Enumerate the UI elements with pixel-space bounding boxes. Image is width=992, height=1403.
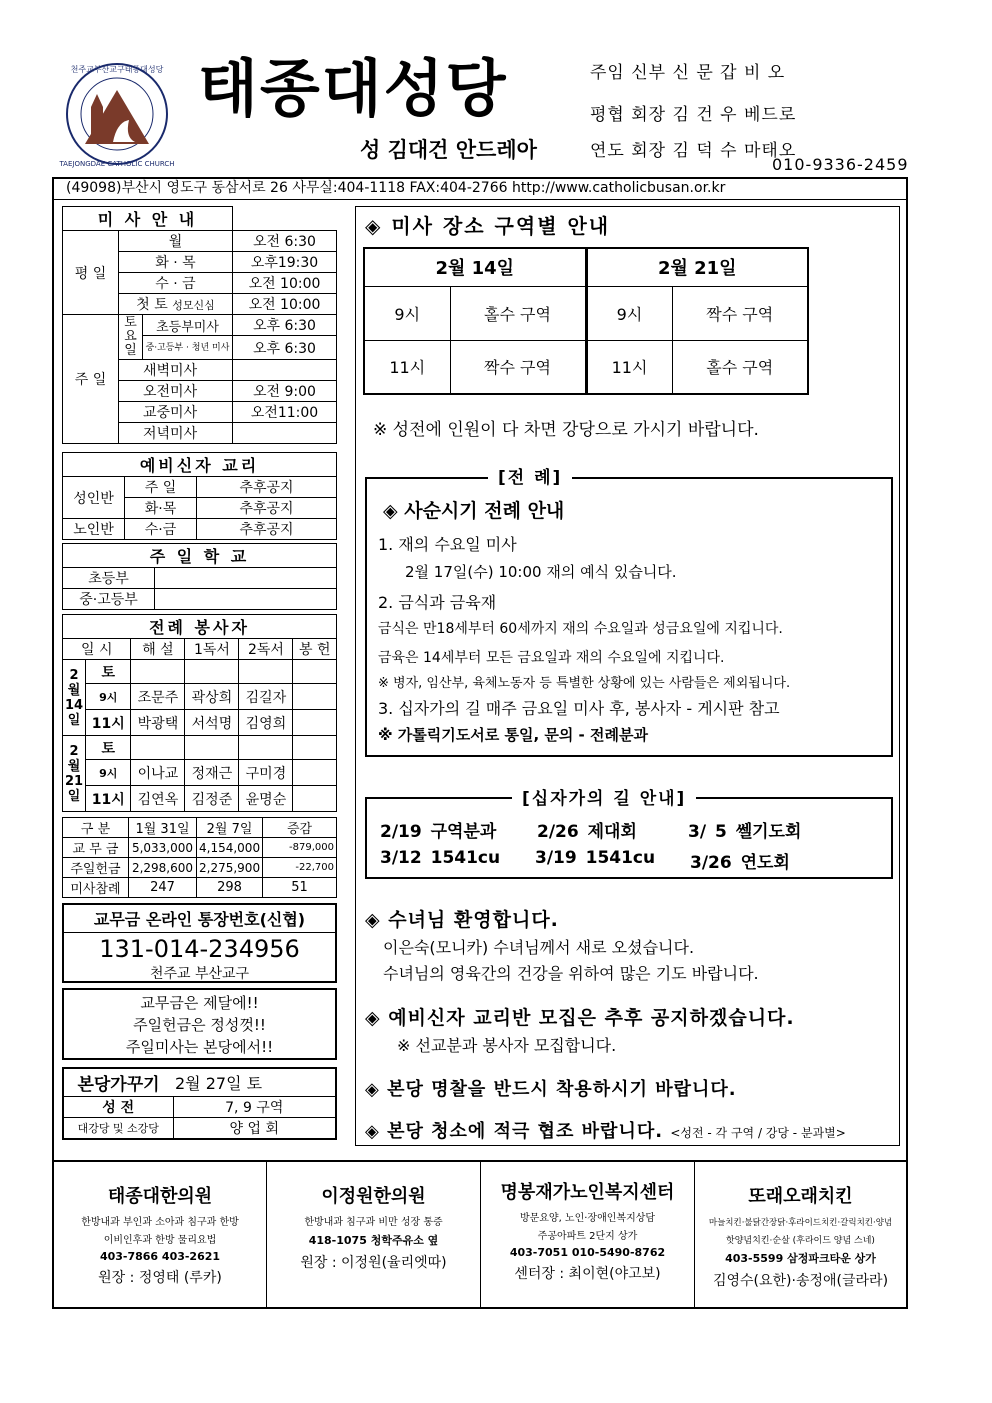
church-title: 태종대성당 (198, 52, 508, 125)
server-date: 2월21일 (63, 736, 86, 812)
cleaning-notice: ◈ 본당 청소에 적극 협조 바랍니다. <성전 - 각 구역 / 강당 - 분과별> (365, 1121, 846, 1142)
ad-tel: 403-7866 403-2621 (99, 1250, 221, 1263)
ad-card (481, 1162, 694, 1307)
servers-header: 해 설 (131, 639, 185, 660)
ad-tel: 418-1075 청학주유소 옆 (308, 1234, 439, 1247)
ad-tel: 403-5599 삼정파크타운 상가 (725, 1252, 876, 1265)
servers-header: 2독서 (239, 639, 293, 660)
adult-class-label: 성인반 (63, 477, 125, 519)
zone-time: 11시 (364, 340, 450, 394)
account-number: 131-014-234956 (99, 935, 300, 963)
finance-value: 4,154,000 (197, 838, 263, 858)
liturgy-heading: ◈ 사순시기 전례 안내 (383, 500, 565, 522)
finance-header: 2월 7일 (197, 818, 263, 838)
svg-text:천주교부산교구태종대성당: 천주교부산교구태종대성당 (70, 65, 164, 74)
ad-owner: 원장 : 정영태 (루카) (98, 1270, 222, 1286)
class-day: 수·금 (125, 519, 197, 540)
ad-desc: 한방내과 부인과 소아과 침구과 한방 (81, 1217, 239, 1228)
online-account-title: 교무금 온라인 통장번호(신협) (64, 905, 335, 933)
svg-text:TAEJONGDAE CATHOLIC CHURCH: TAEJONGDAE CATHOLIC CHURCH (59, 160, 175, 168)
server-name: 김영희 (239, 710, 293, 736)
zone-area: 짝수 구역 (450, 340, 586, 394)
motto-line: 교무금은 제달에!! (140, 994, 259, 1012)
finance-delta: -22,700 (263, 858, 337, 878)
catechumen-notice: ◈ 예비신자 교리반 모집은 추후 공지하겠습니다. (365, 1007, 795, 1029)
weekday-label: 평 일 (63, 231, 119, 315)
motto-line: 주일미사는 본당에서!! (125, 1038, 274, 1056)
mass-day: 월 (119, 231, 233, 252)
ad-desc: 한방내과 침구과 비만 성장 통증 (304, 1217, 443, 1228)
mass-time (233, 423, 337, 444)
catechumen-title: 예비신자 교리 (63, 453, 337, 477)
saturday-label: 토 요 일 (119, 315, 143, 360)
server-time: 토 (86, 736, 131, 760)
zone-area: 짝수 구역 (672, 286, 808, 340)
mass-day: 교중미사 (119, 402, 233, 423)
zone-table (363, 247, 809, 395)
finance-value: 2,298,600 (129, 858, 197, 878)
finance-value: 298 (197, 878, 263, 898)
servers-header: 일 시 (63, 639, 131, 660)
finance-delta: 51 (263, 878, 337, 898)
server-time: 9시 (86, 684, 131, 710)
stations-entry: 3/ 5 쎌기도회 (688, 822, 802, 842)
stations-entry: 2/26 제대회 (537, 822, 637, 842)
mass-day: 화 · 목 (119, 252, 233, 273)
ad-name: 이정원한의원 (321, 1186, 426, 1207)
liturgy-line: ※ 병자, 임산부, 육체노동자 등 특별한 상황에 있는 사람들은 제외됩니다. (378, 676, 791, 691)
liturgy-line: 3. 십자가의 길 매주 금요일 미사 후, 봉사자 - 게시판 참고 (378, 699, 780, 718)
liturgy-line: 2. 금식과 금육재 (378, 593, 497, 612)
cleaning-notice-note: <성전 - 각 구역 / 강당 - 분과별> (670, 1126, 846, 1140)
ad-desc: 주공아파트 2단지 상가 (537, 1231, 638, 1242)
motto-line: 주일헌금은 정성껏!! (133, 1016, 266, 1034)
ad-tel: 403-7051 010-5490-8762 (509, 1246, 666, 1259)
class-day: 주 일 (125, 477, 197, 498)
mass-day: 새벽미사 (119, 360, 233, 381)
finance-header: 1월 31일 (129, 818, 197, 838)
mass-time: 오전 10:00 (233, 294, 337, 315)
stations-box-title: [십자가의 길 안내] (512, 784, 696, 809)
class-day: 화·목 (125, 498, 197, 519)
ad-name: 명봉재가노인복지센터 (500, 1182, 675, 1203)
ad-name: 태종대한의원 (107, 1186, 213, 1207)
mass-schedule-table (62, 206, 337, 444)
zone-time: 9시 (364, 286, 450, 340)
servers-header: 봉 헌 (293, 639, 337, 660)
server-time: 토 (86, 660, 131, 684)
server-date: 2월14일 (63, 660, 86, 736)
mass-day: 초등부미사 (143, 315, 233, 336)
zone-time: 9시 (586, 286, 672, 340)
liturgy-line: 금식은 만18세부터 60세까지 재의 수요일과 성금요일에 지킵니다. (378, 621, 783, 637)
address-bar: (49098)부산시 영도구 동삼서로 26 사무실:404-1118 FAX:404-2766 http://www.catholicbusan.or.kr (52, 177, 908, 200)
zone-date: 2월 14일 (364, 248, 586, 286)
servers-header: 1독서 (185, 639, 239, 660)
server-name: 윤명순 (239, 786, 293, 812)
cleaning-table (62, 1067, 337, 1140)
mass-time: 오후 6:30 (233, 336, 337, 360)
finance-value: 5,033,000 (129, 838, 197, 858)
class-note: 추후공지 (197, 477, 337, 498)
liturgy-box-title: [전 례] (488, 463, 572, 488)
server-name: 곽상희 (185, 684, 239, 710)
ad-card (54, 1162, 266, 1307)
mass-day: 저녁미사 (119, 423, 233, 444)
catechumen-note: ※ 선교분과 봉사자 모집합니다. (397, 1036, 617, 1055)
sister-welcome-title: ◈ 수녀님 환영합니다. (365, 909, 559, 931)
liturgy-line: 2월 17일(수) 10:00 재의 예식 있습니다. (405, 563, 677, 581)
finance-label: 주일헌금 (63, 858, 129, 878)
cleaning-group: 양 업 회 (173, 1117, 336, 1139)
zone-note: ※ 성전에 인원이 다 차면 강당으로 가시기 바랍니다. (373, 420, 759, 440)
sunday-school-table (62, 543, 337, 610)
zone-heading: ◈ 미사 장소 구역별 안내 (365, 214, 611, 238)
mass-time: 오전 10:00 (233, 273, 337, 294)
school-row: 중·고등부 (63, 589, 155, 610)
liturgy-line: ※ 가톨릭기도서로 통일, 문의 - 전례분과 (378, 726, 648, 744)
liturgy-line: 1. 재의 수요일 미사 (378, 535, 517, 554)
ad-desc: 방문요양, 노인·장애인복지상담 (519, 1213, 656, 1224)
mass-day: 오전미사 (119, 381, 233, 402)
mass-time: 오후 6:30 (233, 315, 337, 336)
server-name: 박광택 (131, 710, 185, 736)
stations-entry: 2/19 구역분과 (380, 822, 497, 842)
ad-owner: 센터장 : 최이현(야고보) (514, 1266, 661, 1282)
ad-name: 또래오래치킨 (748, 1186, 853, 1207)
finance-label: 교 무 금 (63, 838, 129, 858)
servers-table (62, 614, 337, 812)
class-note: 추후공지 (197, 498, 337, 519)
finance-delta: -879,000 (263, 838, 337, 858)
server-name: 김정준 (185, 786, 239, 812)
officer-pastor: 주임 신부 신 문 갑 비 오 (590, 63, 786, 83)
zone-date: 2월 21일 (586, 248, 808, 286)
liturgy-line: 금육은 14세부터 모든 금요일과 재의 수요일에 지킵니다. (378, 650, 725, 666)
mass-time (233, 360, 337, 381)
zone-time: 11시 (586, 340, 672, 394)
mass-title: 미 사 안 내 (63, 207, 233, 231)
server-time: 11시 (86, 710, 131, 736)
church-logo (55, 62, 190, 172)
servers-title: 전례 봉사자 (63, 615, 337, 639)
server-name: 정재근 (185, 760, 239, 786)
server-name: 김길자 (239, 684, 293, 710)
stations-entry: 3/26 연도회 (690, 853, 790, 873)
cleaning-date: 2월 27일 토 (173, 1068, 336, 1096)
ad-card (267, 1162, 480, 1307)
officer-yeondo: 연도 회장 김 덕 수 마태오 (590, 141, 797, 161)
ad-owner: 원장 : 이정원(율리엣따) (300, 1255, 447, 1271)
server-name: 조문주 (131, 684, 185, 710)
mass-day: 중·고등부 · 청년 미사 (143, 336, 233, 360)
stations-entry: 3/19 1541cu (535, 848, 656, 868)
sunday-label: 주 일 (63, 315, 119, 444)
mass-time: 오전11:00 (233, 402, 337, 423)
sister-welcome-line: 수녀님의 영육간의 건강을 위하여 많은 기도 바랍니다. (383, 964, 759, 983)
ad-owner: 김영수(요한)·송정애(글라라) (712, 1273, 889, 1289)
sunday-school-title: 주 일 학 교 (63, 544, 337, 568)
mass-day: 첫 토 성모신심 (119, 294, 233, 315)
ad-desc: 이비인후과 한방 물리요법 (103, 1235, 217, 1246)
catechumen-table (62, 452, 337, 540)
server-name: 서석명 (185, 710, 239, 736)
server-name: 김연옥 (131, 786, 185, 812)
finance-value: 2,275,900 (197, 858, 263, 878)
cleaning-group: 7, 9 구역 (173, 1096, 336, 1117)
mass-time: 오전 6:30 (233, 231, 337, 252)
server-name: 이나교 (131, 760, 185, 786)
cleaning-place: 성 전 (63, 1096, 173, 1117)
phone-number: 010-9336-2459 (772, 155, 909, 174)
zone-area: 홀수 구역 (450, 286, 586, 340)
server-time: 11시 (86, 786, 131, 812)
mass-day: 수 · 금 (119, 273, 233, 294)
zone-area: 홀수 구역 (672, 340, 808, 394)
senior-class-label: 노인반 (63, 519, 125, 540)
nametag-notice: ◈ 본당 명찰을 반드시 착용하시기 바랍니다. (365, 1079, 737, 1100)
ad-desc: 마늘치킨·불닭간장닭·후라이드치킨·갈릭치킨·양념 (708, 1218, 893, 1228)
cleaning-place: 대강당 및 소강당 (63, 1117, 173, 1139)
mass-time: 오전 9:00 (233, 381, 337, 402)
online-account-box (62, 903, 337, 983)
ad-desc: 핫양념치킨·순살 (후라이드 양념 스네) (726, 1236, 875, 1246)
mass-time: 오후19:30 (233, 252, 337, 273)
finance-header: 구 분 (63, 818, 129, 838)
ad-card (695, 1162, 906, 1307)
server-time: 9시 (86, 760, 131, 786)
finance-label: 미사참례 (63, 878, 129, 898)
class-note: 추후공지 (197, 519, 337, 540)
server-name: 구미경 (239, 760, 293, 786)
motto-box (62, 988, 337, 1060)
finance-header: 증감 (263, 818, 337, 838)
school-row: 초등부 (63, 568, 155, 589)
officer-council: 평협 회장 김 건 우 베드로 (590, 105, 797, 125)
finance-table (62, 817, 337, 898)
cleaning-title: 본당가꾸기 (63, 1068, 173, 1096)
finance-value: 247 (129, 878, 197, 898)
stations-entry: 3/12 1541cu (380, 848, 501, 868)
sister-welcome-line: 이은숙(모니카) 수녀님께서 새로 오셨습니다. (383, 938, 695, 957)
account-holder: 천주교 부산교구 (149, 966, 250, 982)
patron-saint: 성 김대건 안드레아 (360, 138, 537, 162)
